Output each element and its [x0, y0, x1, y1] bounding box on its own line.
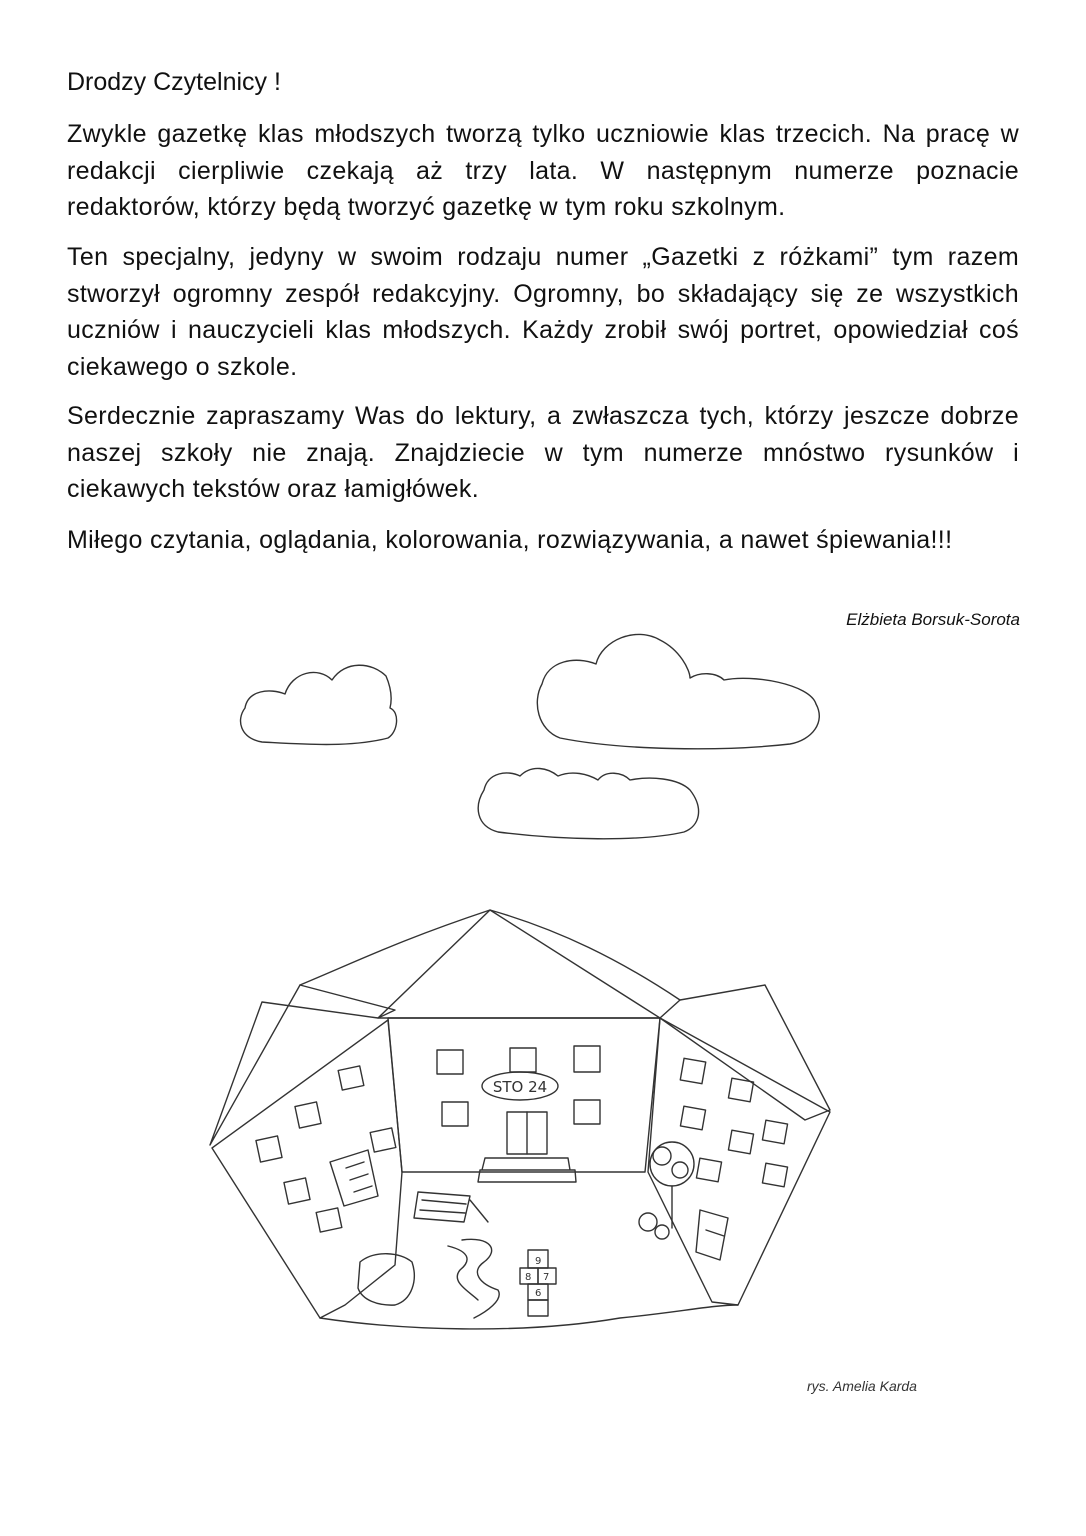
window	[295, 1102, 321, 1128]
window	[316, 1208, 342, 1232]
window	[728, 1078, 753, 1102]
left-entrance	[330, 1150, 378, 1206]
school-sign-text: STO 24	[492, 1078, 548, 1096]
window	[574, 1046, 600, 1072]
window	[437, 1050, 463, 1074]
left-roof	[210, 985, 395, 1145]
sandbox	[358, 1254, 414, 1305]
window	[696, 1158, 721, 1182]
svg-text:9: 9	[535, 1256, 542, 1267]
left-roof-ridge	[300, 910, 680, 1000]
cloud-center	[478, 768, 698, 838]
swing-line	[470, 1200, 488, 1222]
signature: Elżbieta Borsuk-Sorota	[846, 610, 1020, 629]
window	[338, 1066, 364, 1090]
paragraph-3: Serdecznie zapraszamy Was do lektury, a zwłaszcza tych, którzy jeszcze dobrze naszej szkoły nie znają. Znajdziecie w tym numerze mnóstwo rysunków i ciekawych tekstów oraz łamigłówek.	[67, 402, 1019, 503]
bench	[414, 1192, 470, 1222]
window	[510, 1048, 536, 1072]
main-roof	[378, 910, 660, 1018]
paragraph-1: Zwykle gazetkę klas młodszych tworzą tylko uczniowie klas trzecich. Na pracę w redakcji cierpliwie czekają aż trzy lata. W następnym numerze poznacie redaktorów, którzy będą tworzyć gazetkę w tym roku szkolnym.	[67, 120, 1019, 221]
hopscotch	[520, 1250, 556, 1316]
window	[574, 1100, 600, 1124]
window	[728, 1130, 753, 1154]
svg-text:8: 8	[525, 1272, 532, 1283]
cloud-left	[241, 665, 397, 744]
school-drawing	[200, 620, 880, 1340]
right-entrance	[696, 1210, 728, 1260]
cloud-right	[537, 634, 819, 748]
window	[370, 1128, 396, 1152]
window	[762, 1120, 787, 1144]
svg-text:7: 7	[543, 1272, 550, 1283]
window	[284, 1178, 310, 1204]
window	[256, 1136, 282, 1162]
window	[762, 1163, 787, 1187]
courtyard	[320, 1305, 738, 1329]
bush	[639, 1213, 657, 1231]
stairs	[478, 1158, 576, 1182]
paragraph-2: Ten specjalny, jedyny w swoim rodzaju numer „Gazetki z różkami” tym razem stworzył ogromny zespół redakcyjny. Ogromny, bo składający się ze wszystkich uczniów i nauczycieli klas młodszych. Każdy zrobił swój portret, opowiedział coś ciekawego o szkole.	[67, 243, 1019, 381]
left-wing	[212, 1020, 402, 1318]
right-roof	[660, 985, 830, 1120]
svg-text:6: 6	[535, 1288, 542, 1299]
illustration-credit: rys. Amelia Karda	[807, 1378, 917, 1394]
path	[448, 1239, 499, 1318]
window	[680, 1058, 705, 1083]
greeting: Drodzy Czytelnicy !	[67, 68, 281, 96]
paragraph-4: Miłego czytania, oglądania, kolorowania, rozwiązywania, a nawet śpiewania!!!	[67, 526, 953, 554]
window	[680, 1106, 705, 1130]
window	[442, 1102, 468, 1126]
right-wing	[648, 1018, 830, 1305]
